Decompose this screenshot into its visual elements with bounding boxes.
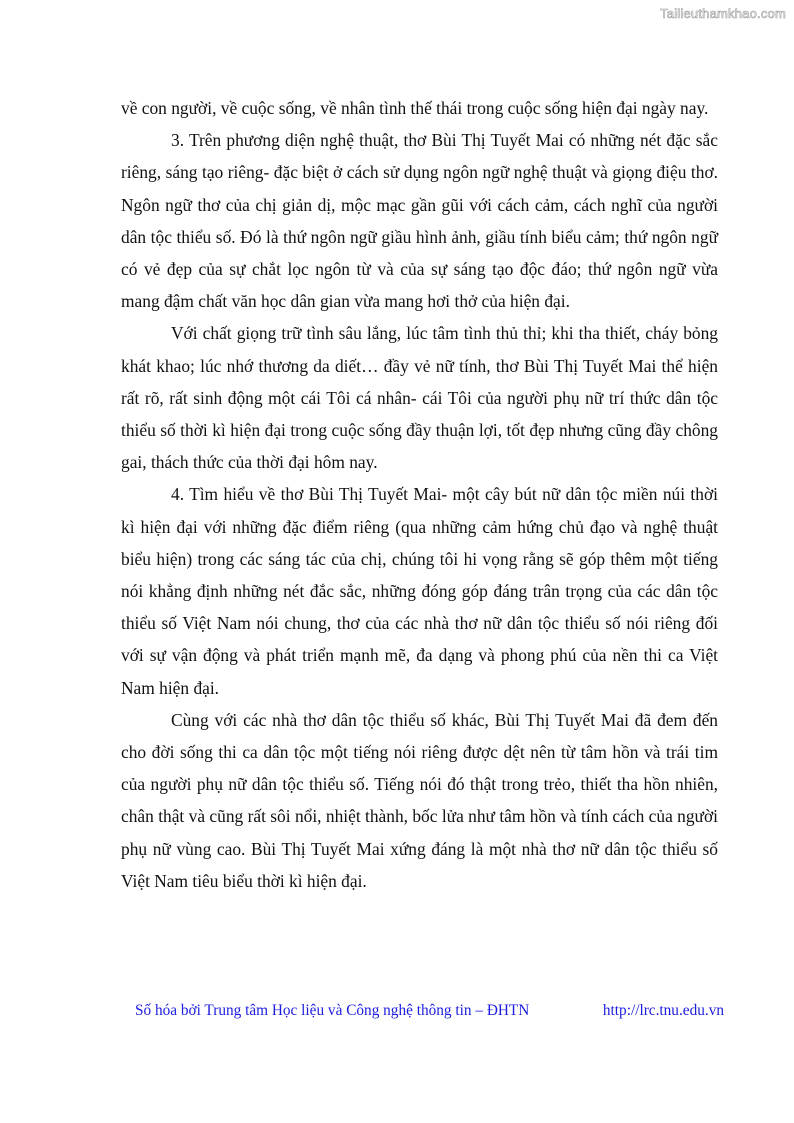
page-footer (135, 1002, 724, 1020)
paragraph-research-purpose: 4. Tìm hiểu về thơ Bùi Thị Tuyết Mai- một cây bút nữ dân tộc miền núi thời kì hiện đại với những đặc điểm riêng (qua những cảm hứng chủ đạo và nghệ thuật biểu hiện) trong các sáng tác của chị, chúng tôi hi vọng rằng sẽ góp thêm một tiếng nói khẳng định những nét đắc sắc, những đóng góp đáng trân trọng của các dân tộc thiểu số Việt Nam nói chung, thơ của các nhà thơ nữ dân tộc thiểu số nói riêng đối với sự vận động và phát triển mạnh mẽ, đa dạng và phong phú của nền thi ca Việt Nam hiện đại. (121, 484, 718, 698)
footer-credit: Số hóa bởi Trung tâm Học liệu và Công nghệ thông tin – ĐHTN (135, 1002, 530, 1019)
paragraph-lyric-voice: Với chất giọng trữ tình sâu lắng, lúc tâm tình thủ thỉ; khi tha thiết, cháy bỏng khát khao; lúc nhớ thương da diết… đầy vẻ nữ tính, thơ Bùi Thị Tuyết Mai thể hiện rất rõ, rất sinh động một cái Tôi cá nhân- cái Tôi của người phụ nữ trí thức dân tộc thiểu số thời kì hiện đại trong cuộc sống đầy thuận lợi, tốt đẹp nhưng cũng đầy chông gai, thách thức của thời đại hôm nay. (121, 323, 718, 473)
footer-url-link[interactable]: http://lrc.tnu.edu.vn (602, 1002, 724, 1019)
document-body (121, 92, 718, 897)
paragraph-conclusion: Cùng với các nhà thơ dân tộc thiểu số khác, Bùi Thị Tuyết Mai đã đem đến cho đời sống thi ca dân tộc một tiếng nói riêng được dệt nên từ tâm hồn và trái tim của người phụ nữ dân tộc thiểu số. Tiếng nói đó thật trong trẻo, thiết tha hồn nhiên, chân thật và cũng rất sôi nổi, nhiệt thành, bốc lửa như tâm hồn và tính cách của người phụ nữ vùng cao. Bùi Thị Tuyết Mai xứng đáng là một nhà thơ nữ dân tộc thiểu số Việt Nam tiêu biểu thời kì hiện đại. (121, 709, 718, 891)
paragraph-art-aspect: 3. Trên phương diện nghệ thuật, thơ Bùi Thị Tuyết Mai có những nét đặc sắc riêng, sáng tạo riêng- đặc biệt ở cách sử dụng ngôn ngữ nghệ thuật và giọng điệu thơ. Ngôn ngữ thơ của chị giản dị, mộc mạc gần gũi với cách cảm, cách nghĩ của người dân tộc thiểu số. Đó là thứ ngôn ngữ giầu hình ảnh, giầu tính biểu cảm; thứ ngôn ngữ có vẻ đẹp của sự chắt lọc ngôn từ và của sự sáng tạo độc đáo; thứ ngôn ngữ vừa mang đậm chất văn học dân gian vừa mang hơi thở của hiện đại. (121, 130, 718, 312)
watermark-text: Tailieuthamkhao.com (660, 6, 786, 21)
paragraph-continuation: về con người, về cuộc sống, về nhân tình thế thái trong cuộc sống hiện đại ngày nay. (121, 98, 709, 118)
